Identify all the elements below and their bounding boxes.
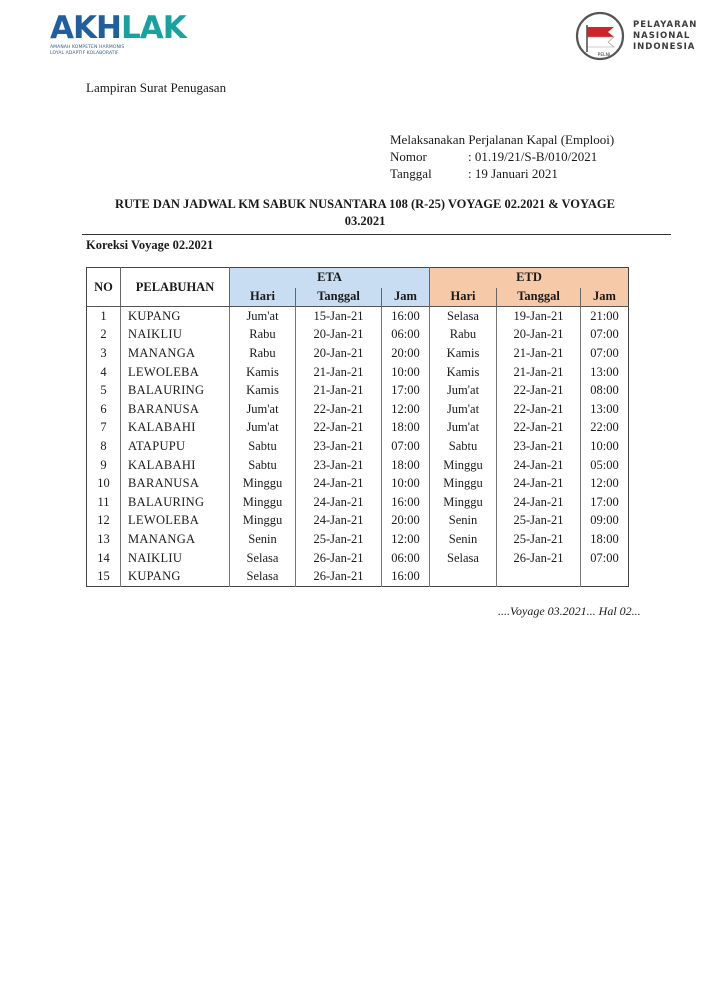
cell-etd-date: 22-Jan-21	[497, 381, 581, 400]
cell-etd-time: 07:00	[581, 344, 629, 363]
header-port: PELABUHAN	[121, 268, 230, 307]
title-line-1: RUTE DAN JADWAL KM SABUK NUSANTARA 108 (R-25) VOYAGE 02.2021 & VOYAGE	[114, 197, 615, 211]
header-eta-time: Jam	[382, 288, 430, 307]
table-row	[87, 530, 629, 549]
cell-etd-day: Rabu	[430, 326, 497, 345]
cell-etd-day: Selasa	[430, 307, 497, 326]
cell-no: 2	[100, 327, 107, 342]
cell-eta-time: 07:00	[382, 437, 430, 456]
cell-eta-time: 20:00	[382, 344, 430, 363]
cell-eta-time: 18:00	[382, 456, 430, 475]
cell-etd-day: Senin	[430, 512, 497, 531]
cell-port: LEWOLEBA	[121, 363, 230, 382]
cell-eta-date: 23-Jan-21	[296, 456, 382, 475]
cell-port: NAIKLIU	[121, 549, 230, 568]
cell-etd-date: 22-Jan-21	[497, 400, 581, 419]
table-row	[87, 419, 629, 438]
cell-eta-day: Jum'at	[230, 307, 296, 326]
pelni-logo	[574, 10, 698, 62]
cell-port: BARANUSA	[121, 400, 230, 419]
cell-eta-time: 10:00	[382, 363, 430, 382]
cell-eta-day: Minggu	[230, 474, 296, 493]
cell-no: 3	[100, 346, 107, 361]
cell-etd-date: 24-Jan-21	[497, 493, 581, 512]
cell-etd-time: 09:00	[581, 512, 629, 531]
cell-eta-date: 26-Jan-21	[296, 549, 382, 568]
cell-etd-time: 22:00	[581, 419, 629, 438]
header-etd-time: Jam	[581, 288, 629, 307]
cell-eta-date: 22-Jan-21	[296, 419, 382, 438]
cell-etd-time: 07:00	[581, 549, 629, 568]
cell-etd-day: Senin	[430, 530, 497, 549]
cell-port: MANANGA	[121, 344, 230, 363]
meta-number-value: : 01.19/21/S-B/010/2021	[468, 149, 598, 164]
cell-etd-time: 13:00	[581, 400, 629, 419]
cell-eta-date: 22-Jan-21	[296, 400, 382, 419]
table-row	[87, 307, 629, 326]
cell-eta-date: 15-Jan-21	[296, 307, 382, 326]
cell-eta-day: Jum'at	[230, 400, 296, 419]
header-no: NO	[87, 268, 121, 307]
cell-etd-date: 23-Jan-21	[497, 437, 581, 456]
cell-eta-time: 20:00	[382, 512, 430, 531]
title-line-2: 03.2021	[344, 214, 386, 228]
header-eta-date: Tanggal	[296, 288, 382, 307]
cell-etd-time: 21:00	[581, 307, 629, 326]
cell-eta-time: 18:00	[382, 419, 430, 438]
pelni-name-line1: PELAYARAN	[633, 20, 698, 30]
cell-no: 12	[97, 513, 110, 528]
cell-eta-date: 21-Jan-21	[296, 363, 382, 382]
cell-port: NAIKLIU	[121, 326, 230, 345]
cell-no: 1	[100, 308, 107, 323]
table-row	[87, 363, 629, 382]
cell-etd-time: 18:00	[581, 530, 629, 549]
cell-eta-time: 16:00	[382, 493, 430, 512]
section-label: Koreksi Voyage 02.2021	[86, 238, 214, 252]
cell-port: BARANUSA	[121, 474, 230, 493]
cell-no: 4	[100, 364, 107, 379]
schedule-body	[87, 307, 629, 587]
table-row	[87, 512, 629, 531]
cell-etd-day: Selasa	[430, 549, 497, 568]
cell-eta-date: 21-Jan-21	[296, 381, 382, 400]
cell-eta-day: Kamis	[230, 363, 296, 382]
cell-etd-day: Minggu	[430, 493, 497, 512]
meta-date-value: : 19 Januari 2021	[468, 166, 558, 181]
pelni-name-line2: NASIONAL	[633, 31, 691, 41]
cell-eta-day: Minggu	[230, 493, 296, 512]
cell-etd-day: Sabtu	[430, 437, 497, 456]
cell-etd-day: Jum'at	[430, 400, 497, 419]
table-row	[87, 400, 629, 419]
header-etd-date: Tanggal	[497, 288, 581, 307]
cell-etd-date: 25-Jan-21	[497, 530, 581, 549]
cell-etd-day: Jum'at	[430, 419, 497, 438]
cell-eta-day: Sabtu	[230, 456, 296, 475]
cell-eta-day: Selasa	[230, 567, 296, 586]
table-row	[87, 344, 629, 363]
cell-no: 10	[97, 476, 110, 491]
akhlak-logo	[50, 10, 186, 67]
cell-eta-time: 16:00	[382, 307, 430, 326]
cell-eta-day: Rabu	[230, 344, 296, 363]
cell-etd-time: 13:00	[581, 363, 629, 382]
header-eta-day: Hari	[230, 288, 296, 307]
cell-etd-day: Jum'at	[430, 381, 497, 400]
cell-eta-day: Rabu	[230, 326, 296, 345]
attachment-label: Lampiran Surat Penugasan	[86, 80, 227, 95]
table-row	[87, 549, 629, 568]
cell-etd-day: Kamis	[430, 363, 497, 382]
cell-etd-time: 07:00	[581, 326, 629, 345]
cell-port: LEWOLEBA	[121, 512, 230, 531]
footer-note: ....Voyage 03.2021... Hal 02...	[498, 604, 641, 618]
document-title	[60, 196, 670, 230]
pelni-name-line3: INDONESIA	[633, 42, 696, 52]
cell-eta-date: 24-Jan-21	[296, 512, 382, 531]
cell-eta-date: 23-Jan-21	[296, 437, 382, 456]
cell-etd-date: 21-Jan-21	[497, 363, 581, 382]
cell-eta-time: 16:00	[382, 567, 430, 586]
pelni-emblem-icon	[574, 10, 626, 62]
cell-no: 8	[100, 439, 107, 454]
header-etd: ETD	[430, 268, 629, 288]
cell-no: 6	[100, 401, 107, 416]
cell-eta-time: 17:00	[382, 381, 430, 400]
cell-etd-date: 25-Jan-21	[497, 512, 581, 531]
cell-etd-date: 22-Jan-21	[497, 419, 581, 438]
cell-no: 9	[100, 457, 107, 472]
cell-etd-date: 26-Jan-21	[497, 549, 581, 568]
cell-eta-date: 24-Jan-21	[296, 493, 382, 512]
cell-port: KUPANG	[121, 307, 230, 326]
cell-port: KALABAHI	[121, 456, 230, 475]
cell-etd-day: Minggu	[430, 474, 497, 493]
cell-etd-date: 24-Jan-21	[497, 474, 581, 493]
cell-etd-day	[430, 567, 497, 586]
cell-eta-day: Senin	[230, 530, 296, 549]
logo-tagline-1: AMANAH KOMPETEN HARMONIS	[50, 45, 125, 50]
cell-eta-day: Jum'at	[230, 419, 296, 438]
logo-word-part1: AKH	[50, 10, 121, 46]
logo-word-part2: LAK	[120, 10, 186, 46]
cell-port: BALAURING	[121, 381, 230, 400]
cell-eta-time: 10:00	[382, 474, 430, 493]
cell-eta-date: 26-Jan-21	[296, 567, 382, 586]
cell-eta-time: 12:00	[382, 400, 430, 419]
cell-no: 11	[97, 494, 110, 509]
cell-eta-time: 06:00	[382, 326, 430, 345]
meta-date-label: Tanggal	[390, 166, 432, 181]
cell-no: 14	[97, 550, 110, 565]
cell-no: 13	[97, 532, 110, 547]
cell-no: 5	[100, 383, 107, 398]
pelni-emblem-text: PELNI	[597, 53, 611, 58]
cell-etd-day: Kamis	[430, 344, 497, 363]
table-row	[87, 437, 629, 456]
cell-port: KUPANG	[121, 567, 230, 586]
meta-number-label: Nomor	[390, 149, 427, 164]
table-row	[87, 567, 629, 586]
cell-eta-time: 06:00	[382, 549, 430, 568]
cell-port: MANANGA	[121, 530, 230, 549]
cell-etd-time: 10:00	[581, 437, 629, 456]
cell-no: 7	[100, 420, 107, 435]
cell-etd-time: 08:00	[581, 381, 629, 400]
cell-no: 15	[97, 569, 110, 584]
table-row	[87, 493, 629, 512]
cell-etd-date: 21-Jan-21	[497, 344, 581, 363]
header-eta: ETA	[230, 268, 430, 288]
meta-subject: Melaksanakan Perjalanan Kapal (Emplooi)	[390, 132, 615, 147]
logo-tagline-2: LOYAL ADAPTIF KOLABORATIF	[50, 51, 119, 56]
title-divider	[82, 234, 671, 235]
cell-eta-date: 20-Jan-21	[296, 344, 382, 363]
table-row	[87, 474, 629, 493]
cell-etd-date: 24-Jan-21	[497, 456, 581, 475]
cell-eta-date: 20-Jan-21	[296, 326, 382, 345]
cell-eta-day: Sabtu	[230, 437, 296, 456]
cell-eta-date: 24-Jan-21	[296, 474, 382, 493]
cell-etd-date	[497, 567, 581, 586]
cell-eta-date: 25-Jan-21	[296, 530, 382, 549]
cell-eta-day: Selasa	[230, 549, 296, 568]
table-row	[87, 456, 629, 475]
cell-etd-time	[581, 567, 629, 586]
cell-port: KALABAHI	[121, 419, 230, 438]
letter-meta	[390, 131, 614, 182]
cell-etd-date: 19-Jan-21	[497, 307, 581, 326]
cell-etd-time: 12:00	[581, 474, 629, 493]
table-row	[87, 381, 629, 400]
cell-etd-time: 05:00	[581, 456, 629, 475]
cell-eta-day: Kamis	[230, 381, 296, 400]
schedule-table	[86, 267, 629, 587]
cell-port: ATAPUPU	[121, 437, 230, 456]
cell-etd-day: Minggu	[430, 456, 497, 475]
cell-port: BALAURING	[121, 493, 230, 512]
cell-eta-time: 12:00	[382, 530, 430, 549]
cell-etd-date: 20-Jan-21	[497, 326, 581, 345]
table-row	[87, 326, 629, 345]
cell-etd-time: 17:00	[581, 493, 629, 512]
cell-eta-day: Minggu	[230, 512, 296, 531]
header-etd-day: Hari	[430, 288, 497, 307]
